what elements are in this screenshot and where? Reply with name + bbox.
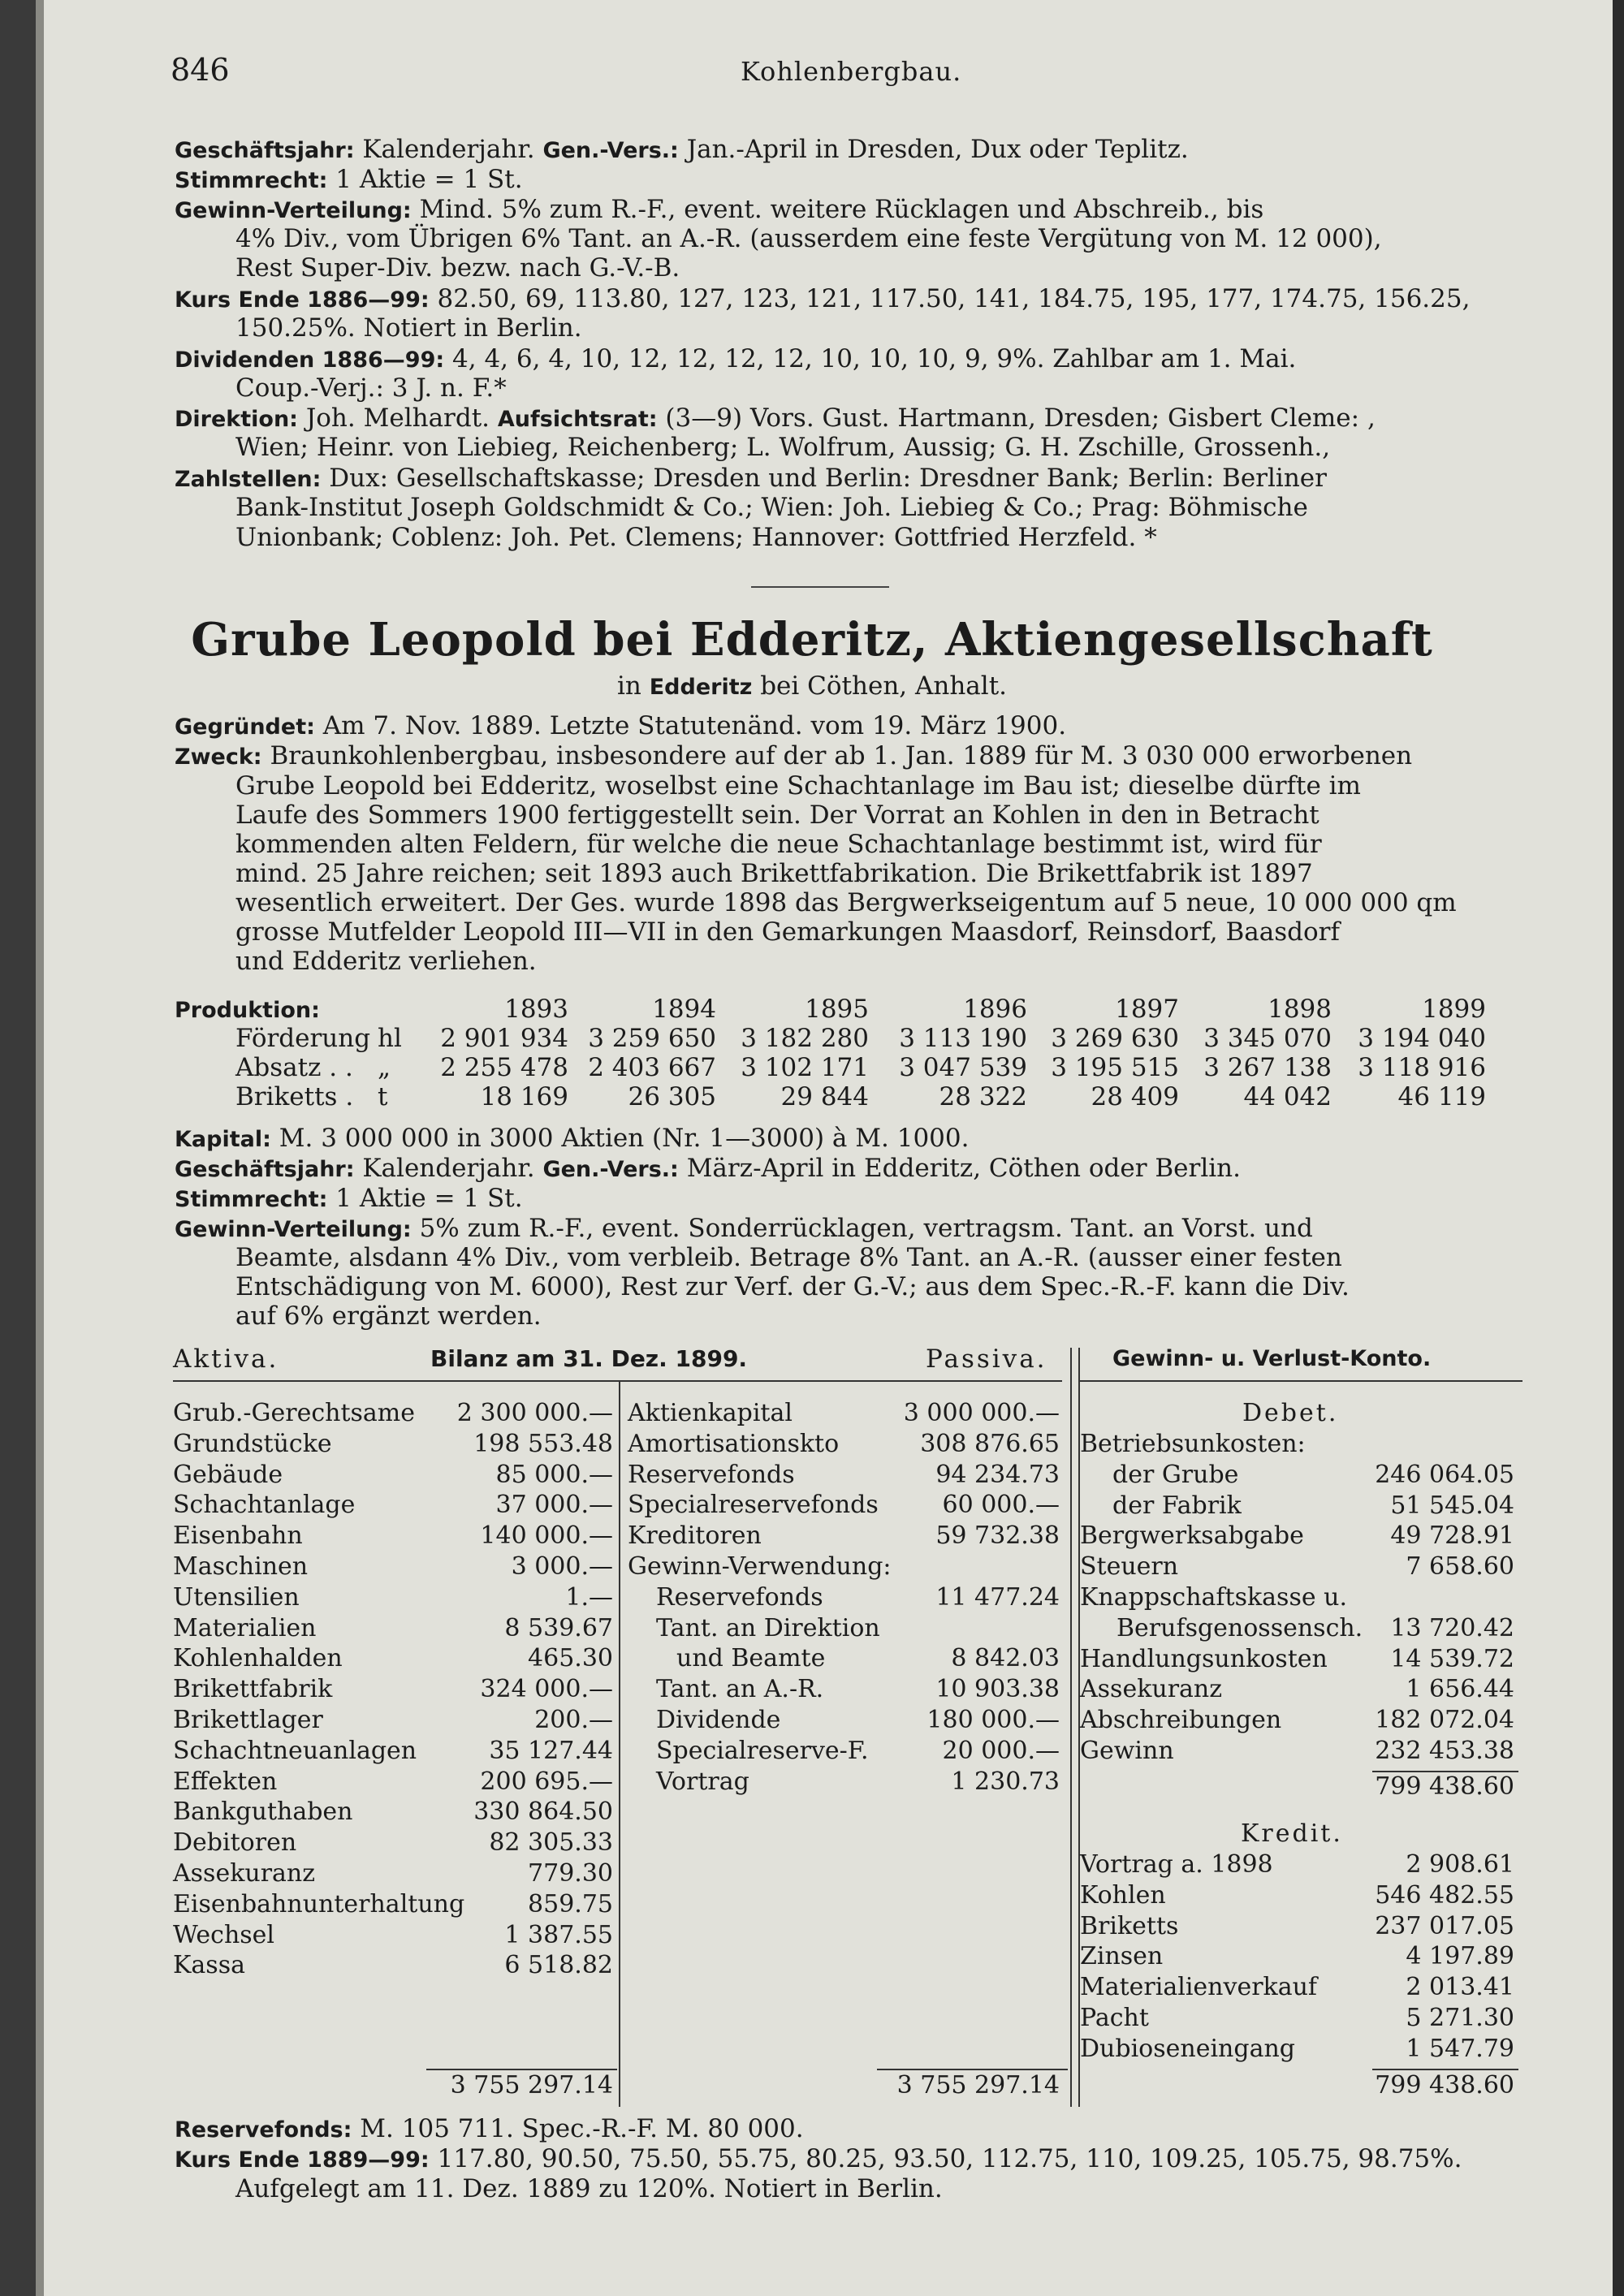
production-value: 29 844 [780,1082,869,1111]
label: Zahlstellen: [175,467,322,492]
production-value: 3 102 171 [741,1053,869,1082]
kurs-line-2: Aufgelegt am 11. Dez. 1889 zu 120%. Notiert in Berlin. [235,2174,943,2203]
debet-value: 51 545.04 [1390,1491,1514,1520]
label: Gen.-Vers.: [542,138,679,163]
section-divider [751,586,889,588]
kredit-value: 237 017.05 [1375,1911,1514,1940]
label: Geschäftsjahr: [175,138,355,163]
passiva-value: 11 477.24 [935,1582,1060,1612]
profit-line-2: Beamte, alsdann 4% Div., vom verbleib. Betrage 8% Tant. an A.-R. (ausser einer festen [235,1243,1342,1272]
label: Geschäftsjahr: [175,1157,355,1182]
passiva-value: 180 000.— [926,1706,1060,1734]
prev-line-5: Rest Super-Div. bezw. nach G.-V.-B. [235,253,680,283]
production-value: 18 169 [480,1082,568,1111]
company-subtitle [0,671,1624,702]
text: 82.50, 69, 113.80, 127, 123, 121, 117.50, 141, 184.75, 195, 177, 174.75, 156.25, [437,284,1471,313]
label: Gewinn-Verteilung: [175,1217,412,1242]
passiva-label: Dividende [656,1706,781,1734]
aktiva-value: 859.75 [528,1889,613,1918]
label: Direktion: [175,407,298,432]
text: (3—9) Vors. Gust. Hartmann, Dresden; Gisbert Cleme: , [665,404,1376,433]
prev-line-4: 4% Div., vom Übrigen 6% Tant. an A.-R. (ausserdem eine feste Vergütung von M. 12 000), [235,224,1382,253]
aktiva-label: Debitoren [173,1828,297,1858]
kredit-label: Zinsen [1080,1942,1164,1971]
aktiva-value: 140 000.— [480,1521,613,1551]
debet-label: Abschreibungen [1080,1706,1282,1735]
text: 5% zum R.-F., event. Sonderrücklagen, vertragsm. Tant. an Vorst. und [419,1214,1313,1243]
debet-header: Debet. [1242,1399,1339,1427]
profit-line-3: Entschädigung von M. 6000), Rest zur Verf. der G.-V.; aus dem Spec.-R.-F. kann die Div. [235,1272,1350,1301]
production-row-label: Förderung [235,1024,371,1053]
production-value: 3 118 916 [1358,1053,1486,1082]
production-value: 3 194 040 [1358,1024,1486,1053]
kredit-value: 4 197.89 [1406,1942,1514,1971]
kredit-label: Kohlen [1080,1880,1166,1910]
balance-right-rule [1070,1348,1072,2107]
production-row-label: Briketts . [235,1082,354,1111]
label: Kapital: [175,1127,271,1152]
production-year: 1898 [1268,995,1332,1024]
passiva-label: und Beamte [676,1644,826,1673]
founded-line [175,711,1066,742]
production-row-unit: t [378,1082,388,1111]
label: Zweck: [175,744,262,770]
aktiva-total-rule [426,2069,617,2070]
passiva-total: 3 755 297.14 [896,2071,1060,2100]
debet-value: 14 539.72 [1390,1644,1514,1673]
label: Gewinn-Verteilung: [175,198,412,223]
debet-label: Gewinn [1080,1737,1174,1765]
passiva-label: Vortrag [656,1767,749,1796]
aktiva-value: 200 695.— [480,1767,613,1796]
aktiva-value: 1.— [565,1582,613,1612]
passiva-label: Specialreservefonds [628,1491,879,1520]
passiva-value: 10 903.38 [935,1675,1060,1704]
text: Kalenderjahr. [362,135,535,164]
label: Reservefonds: [175,2117,352,2143]
gv-top-rule [1080,1380,1522,1382]
production-value: 46 119 [1397,1082,1486,1111]
aktiva-label: Brikettlager [173,1706,323,1734]
debet-label: Assekuranz [1080,1675,1223,1704]
debet-label: Bergwerksabgabe [1080,1521,1304,1551]
text: 117.80, 90.50, 75.50, 55.75, 80.25, 93.50, 112.75, 110, 109.25, 105.75, 98.75%. [437,2144,1462,2173]
production-label [175,995,320,1025]
aktiva-value: 465.30 [528,1644,613,1673]
prev-line-6 [175,284,1470,315]
balance-top-rule [173,1380,1062,1382]
text: Jan.-April in Dresden, Dux oder Teplitz. [686,135,1189,164]
production-value: 2 901 934 [440,1024,568,1053]
aktiva-label: Wechsel [173,1920,275,1949]
passiva-header: Passiva. [926,1344,1047,1374]
aktiva-value: 324 000.— [480,1675,613,1704]
production-value: 2 403 667 [588,1053,716,1082]
prev-line-8 [175,344,1296,375]
passiva-value: 8 842.03 [951,1644,1060,1673]
passiva-label: Aktienkapital [628,1399,793,1427]
aktiva-value: 2 300 000.— [456,1399,613,1427]
label: Dividenden 1886—99: [175,347,445,373]
aktiva-label: Assekuranz [173,1859,316,1888]
text: Dux: Gesellschaftskasse; Dresden und Berlin: Dresdner Bank; Berlin: Berliner [329,464,1327,493]
passiva-value: 60 000.— [942,1491,1060,1520]
label: Produktion: [175,998,320,1023]
text: 1 Aktie = 1 St. [335,1184,523,1213]
scan-left-border-shade [36,0,44,2296]
passiva-value: 308 876.65 [920,1429,1060,1458]
purpose-line-5: mind. 25 Jahre reichen; seit 1893 auch Brikettfabrikation. Die Brikettfabrik ist 1897 [235,859,1313,888]
fiscal-year-line [175,1154,1241,1185]
passiva-label: Amortisationskto [628,1429,840,1458]
production-value: 28 409 [1091,1082,1179,1111]
label: Gen.-Vers.: [542,1157,679,1182]
aktiva-label: Schachtneuanlagen [173,1736,417,1765]
production-year: 1897 [1115,995,1179,1024]
text: Braunkohlenbergbau, insbesondere auf der ab 1. Jan. 1889 für M. 3 030 000 erworbenen [270,741,1413,770]
aktiva-value: 8 539.67 [504,1613,613,1642]
debet-value: 182 072.04 [1375,1706,1514,1735]
passiva-value: 20 000.— [942,1736,1060,1765]
label: Gegründet: [175,714,315,740]
debet-label: Knappschaftskasse u. [1080,1583,1347,1612]
production-value: 28 322 [939,1082,1027,1111]
aktiva-value: 37 000.— [495,1491,613,1520]
kredit-value: 5 271.30 [1406,2004,1514,2032]
production-row-unit: hl [378,1024,402,1053]
passiva-label: Tant. an A.-R. [656,1675,824,1704]
text: Kalenderjahr. [362,1154,535,1183]
prev-line-3 [175,195,1263,226]
prev-line-11: Wien; Heinr. von Liebieg, Reichenberg; L. Wolfrum, Aussig; G. H. Zschille, Grossenh., [235,433,1331,462]
aktiva-label: Schachtanlage [173,1491,356,1520]
production-row-unit: „ [378,1053,391,1082]
prev-line-2 [175,165,523,196]
kredit-total: 799 438.60 [1375,2071,1514,2100]
aktiva-value: 1 387.55 [504,1920,613,1949]
text: Am 7. Nov. 1889. Letzte Statutenänd. vom 19. März 1900. [322,711,1067,740]
prev-line-14: Unionbank; Coblenz: Joh. Pet. Clemens; Hannover: Gottfried Herzfeld. * [235,523,1157,552]
text: M. 105 711. Spec.-R.-F. M. 80 000. [360,2114,804,2143]
passiva-label: Specialreserve-F. [656,1736,869,1765]
label: Kurs Ende 1889—99: [175,2147,430,2173]
label: Stimmrecht: [175,1187,328,1212]
debet-total: 799 438.60 [1375,1772,1514,1801]
debet-value: 232 453.38 [1375,1737,1514,1765]
passiva-value: 3 000 000.— [903,1399,1060,1427]
aktiva-label: Grub.-Gerechtsame [173,1399,415,1427]
running-title: Kohlenbergbau. [741,56,962,87]
debet-value: 49 728.91 [1390,1521,1514,1551]
aktiva-label: Eisenbahnunterhaltung [173,1889,465,1918]
debet-value: 7 658.60 [1406,1552,1514,1582]
production-value: 3 267 138 [1203,1053,1332,1082]
purpose-line-3: Laufe des Sommers 1900 fertiggestellt sein. Der Vorrat an Kohlen in den in Betracht [235,801,1320,830]
prev-line-9: Coup.-Verj.: 3 J. n. F.* [235,373,507,403]
debet-value: 1 656.44 [1406,1675,1514,1704]
passiva-value: 59 732.38 [935,1521,1060,1551]
passiva-label: Gewinn-Verwendung: [628,1552,892,1581]
production-year: 1894 [652,995,716,1024]
passiva-label: Reservefonds [656,1582,823,1612]
production-value: 3 047 539 [899,1053,1027,1082]
text: M. 3 000 000 in 3000 Aktien (Nr. 1—3000) à M. 1000. [279,1124,970,1153]
text: bei Cöthen, Anhalt. [760,671,1008,701]
production-year: 1899 [1422,995,1486,1024]
prev-line-10 [175,404,1376,434]
purpose-line-2: Grube Leopold bei Edderitz, woselbst eine Schachtanlage im Bau ist; dieselbe dürfte im [235,771,1361,801]
voting-line [175,1184,523,1215]
debet-value: 13 720.42 [1390,1613,1514,1642]
aktiva-label: Maschinen [173,1552,309,1581]
purpose-line-6: wesentlich erweitert. Der Ges. wurde 1898 das Bergwerkseigentum auf 5 neue, 10 000 000 qm [235,888,1457,917]
aktiva-value: 779.30 [528,1859,613,1888]
aktiva-label: Grundstücke [173,1429,332,1458]
kredit-label: Briketts [1080,1911,1179,1940]
aktiva-value: 82 305.33 [489,1828,613,1858]
debet-label: Handlungsunkosten [1080,1644,1328,1673]
prev-line-1 [175,135,1189,166]
kredit-label: Dubioseneingang [1080,2034,1295,2063]
debet-label: Betriebsunkosten: [1080,1430,1306,1458]
purpose-line-8: und Edderitz verliehen. [235,947,537,976]
kredit-value: 2 908.61 [1406,1850,1514,1879]
production-year: 1895 [805,995,869,1024]
balance-middle-rule [619,1380,620,2107]
capital-line [175,1124,969,1154]
aktiva-value: 330 864.50 [473,1798,613,1827]
aktiva-label: Bankguthaben [173,1798,353,1827]
scan-left-border [0,0,36,2296]
scan-right-border [1613,0,1624,2296]
aktiva-value: 200.— [534,1706,613,1734]
production-value: 2 255 478 [440,1053,568,1082]
purpose-line-1 [175,741,1412,772]
aktiva-value: 3 000.— [511,1552,613,1581]
kredit-value: 546 482.55 [1375,1880,1514,1910]
text: Joh. Melhardt. [305,404,490,433]
text: 4, 4, 6, 4, 10, 12, 12, 12, 12, 10, 10, 10, 9, 9%. Zahlbar am 1. Mai. [452,344,1297,373]
aktiva-label: Eisenbahn [173,1521,303,1551]
production-value: 3 345 070 [1203,1024,1332,1053]
balance-title: Bilanz am 31. Dez. 1899. [430,1345,748,1372]
aktiva-label: Gebäude [173,1460,283,1489]
production-value: 26 305 [628,1082,716,1111]
debet-label: Steuern [1080,1552,1179,1582]
production-value: 3 269 630 [1051,1024,1179,1053]
kredit-value: 2 013.41 [1406,1973,1514,2002]
text: Mind. 5% zum R.-F., event. weitere Rücklagen und Abschreib., bis [419,195,1264,224]
page-number: 846 [171,52,230,88]
label: Kurs Ende 1886—99: [175,287,430,313]
kurs-line [175,2144,1462,2175]
passiva-total-rule [877,2069,1068,2070]
gv-title: Gewinn- u. Verlust-Konto. [1112,1346,1432,1371]
kredit-value: 1 547.79 [1406,2034,1514,2063]
debet-label: Berufsgenossensch. [1116,1613,1363,1642]
aktiva-label: Materialien [173,1613,317,1642]
production-value: 3 113 190 [899,1024,1027,1053]
aktiva-value: 198 553.48 [473,1429,613,1458]
kredit-total-rule [1372,2069,1518,2070]
aktiva-label: Kohlenhalden [173,1644,343,1673]
passiva-value: 1 230.73 [951,1767,1060,1796]
aktiva-value: 85 000.— [495,1460,613,1489]
prev-line-12 [175,464,1327,494]
debet-label: der Fabrik [1112,1491,1242,1520]
text: 1 Aktie = 1 St. [335,165,523,194]
passiva-label: Tant. an Direktion [656,1613,880,1642]
reserve-line [175,2114,804,2145]
production-year: 1896 [963,995,1027,1024]
passiva-label: Kreditoren [628,1521,762,1551]
aktiva-header: Aktiva. [173,1344,279,1374]
profit-line-4: auf 6% ergänzt werden. [235,1301,542,1331]
profit-line-1 [175,1214,1313,1245]
passiva-value: 94 234.73 [935,1460,1060,1489]
aktiva-label: Effekten [173,1767,278,1796]
prev-line-7: 150.25%. Notiert in Berlin. [235,313,582,343]
production-value: 44 042 [1243,1082,1332,1111]
purpose-line-4: kommenden alten Feldern, für welche die neue Schachtanlage bestimmt ist, wird für [235,830,1322,859]
kredit-header: Kredit. [1241,1819,1343,1848]
kredit-label: Pacht [1080,2004,1149,2032]
production-value: 3 182 280 [741,1024,869,1053]
purpose-line-7: grosse Mutfelder Leopold III—VII in den Gemarkungen Maasdorf, Reinsdorf, Baasdorf [235,917,1340,947]
aktiva-value: 35 127.44 [489,1736,613,1765]
label: Aufsichtsrat: [497,407,658,432]
text: März-April in Edderitz, Cöthen oder Berlin. [686,1154,1241,1183]
aktiva-total: 3 755 297.14 [450,2071,613,2100]
passiva-label: Reservefonds [628,1460,795,1489]
production-value: 3 195 515 [1051,1053,1179,1082]
production-year: 1893 [504,995,568,1024]
production-value: 3 259 650 [588,1024,716,1053]
prev-line-13: Bank-Institut Joseph Goldschmidt & Co.; Wien: Joh. Liebieg & Co.; Prag: Böhmische [235,493,1308,522]
kredit-label: Materialienverkauf [1080,1973,1318,2002]
kredit-label: Vortrag a. 1898 [1080,1850,1273,1879]
aktiva-label: Utensilien [173,1582,300,1612]
place: Edderitz [649,675,753,700]
company-title: Grube Leopold bei Edderitz, Aktiengesellschaft [191,613,1433,667]
aktiva-label: Kassa [173,1951,245,1980]
aktiva-value: 6 518.82 [504,1951,613,1980]
aktiva-label: Brikettfabrik [173,1675,333,1704]
text: in [616,671,641,701]
debet-label: der Grube [1112,1460,1239,1489]
label: Stimmrecht: [175,168,328,193]
debet-value: 246 064.05 [1375,1460,1514,1489]
production-row-label: Absatz . . [235,1053,353,1082]
